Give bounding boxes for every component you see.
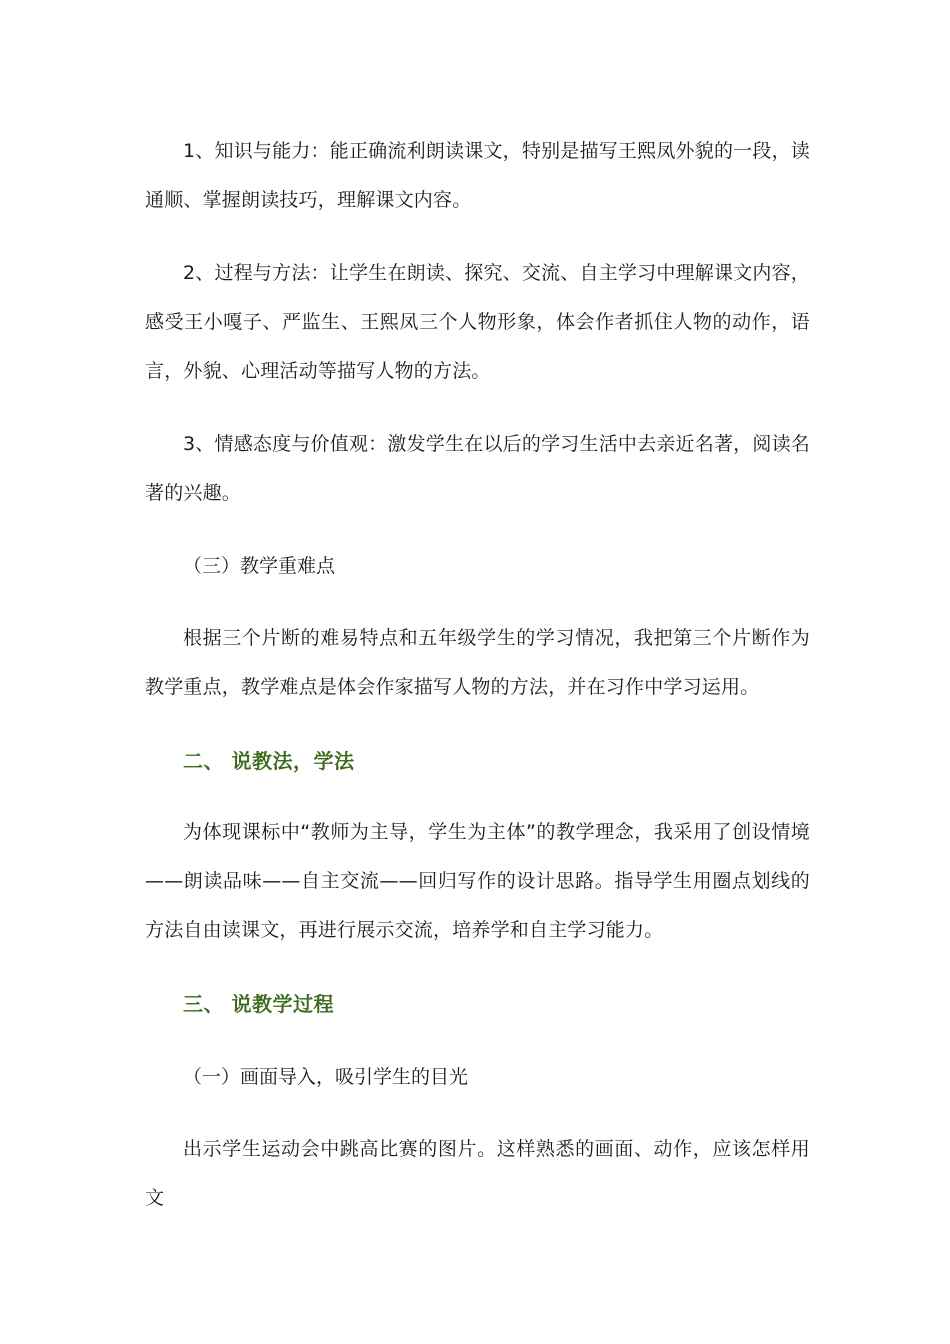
- subheading-key-points: （三）教学重难点: [183, 555, 336, 577]
- objective-emotion-paragraph: 3、情感态度与价值观：激发学生在以后的学习生活中去亲近名著，阅读名著的兴趣。: [145, 433, 810, 504]
- subheading-intro: （一）画面导入，吸引学生的目光: [183, 1066, 469, 1088]
- intro-paragraph: 出示学生运动会中跳高比赛的图片。这样熟悉的画面、动作，应该怎样用文: [145, 1138, 810, 1209]
- objective-knowledge-paragraph: 1、知识与能力：能正确流利朗读课文，特别是描写王熙凤外貌的一段，读通顺、掌握朗读技巧，理解课文内容。: [145, 140, 810, 211]
- methods-paragraph: 为体现课标中“教师为主导，学生为主体”的教学理念，我采用了创设情境——朗读品味——自主交流——回归写作的设计思路。指导学生用圈点划线的方法自由读课文，再进行展示交流，培养学和自主学习能力。: [145, 821, 810, 941]
- section-heading-process: 三、 说教学过程: [183, 992, 334, 1016]
- section-heading-methods: 二、 说教法，学法: [183, 749, 355, 773]
- objective-process-paragraph: 2、过程与方法：让学生在朗读、探究、交流、自主学习中理解课文内容，感受王小嘎子、严监生、王熙凤三个人物形象，体会作者抓住人物的动作，语言，外貌、心理活动等描写人物的方法。: [145, 262, 810, 382]
- key-points-paragraph: 根据三个片断的难易特点和五年级学生的学习情况，我把第三个片断作为教学重点，教学难点是体会作家描写人物的方法，并在习作中学习运用。: [145, 627, 810, 698]
